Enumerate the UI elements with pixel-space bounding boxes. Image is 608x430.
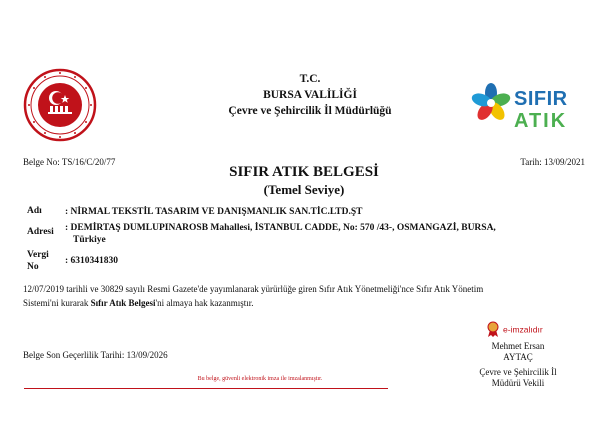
statement-line-2-post: 'ni almaya hak kazanmıştır.: [155, 298, 254, 308]
certificate-statement: [23, 282, 588, 310]
statement-line-2-bold: Sıfır Atık Belgesi: [90, 298, 156, 308]
document-date: Tarih: 13/09/2021: [520, 157, 585, 167]
tax-label-line-2: No: [27, 262, 39, 272]
header-governorship: BURSA VALİLİĞİ: [263, 89, 357, 101]
ministry-seal: [23, 68, 97, 147]
address-label: Adresi: [27, 227, 54, 237]
signatory-title-line-1: Çevre ve Şehircilik İl: [479, 367, 557, 377]
header-directorate: Çevre ve Şehircilik İl Müdürlüğü: [228, 105, 392, 117]
signatory-title-line-2: Müdürü Vekili: [491, 378, 545, 388]
tax-number-label: [27, 249, 49, 273]
document-number: Belge No: TS/16/C/20/77: [23, 157, 116, 167]
header-tc: T.C.: [299, 73, 321, 85]
tax-number-value: : 6310341830: [65, 256, 119, 266]
name-label: Adı: [27, 206, 42, 216]
certificate-title: SIFIR ATIK BELGESİ: [229, 164, 379, 180]
e-signature-label: e-imzalıdır: [503, 324, 543, 335]
logo-text-atik: ATIK: [514, 110, 568, 132]
tax-label-line-1: Vergi: [27, 250, 49, 260]
logo-text-sifir: SIFIR: [514, 88, 568, 110]
footer-divider: [24, 388, 388, 389]
signatory-name: [458, 341, 578, 363]
e-signature-badge: [487, 320, 543, 338]
signatory-title: [458, 367, 578, 389]
validity-date: Belge Son Geçerlilik Tarihi: 13/09/2026: [23, 350, 168, 360]
name-value: : NİRMAL TEKSTİL TASARIM VE DANIŞMANLIK SAN.TİC.LTD.ŞT: [65, 207, 363, 217]
footer-e-signature-note: Bu belge, güvenli elektronik imza ile imzalanmıştır.: [197, 376, 323, 382]
statement-line-2: [23, 296, 588, 310]
address-value: [65, 222, 585, 246]
ribbon-icon: [487, 321, 499, 337]
zero-waste-logo-icon: [470, 82, 512, 129]
statement-line-1: 12/07/2019 tarihli ve 30829 sayılı Resmi Gazete'de yayımlanarak yürürlüğe giren Sıfır Atık Yönetmeliği'nce Sıfır Atık Yönetim: [23, 284, 484, 294]
signatory-name-line-1: Mehmet Ersan: [491, 341, 545, 351]
certificate-level: (Temel Seviye): [263, 182, 345, 197]
statement-line-2-pre: Sistemi'ni kurarak: [23, 298, 91, 308]
signatory-name-line-2: AYTAÇ: [503, 352, 533, 362]
address-line-2: Türkiye: [73, 235, 106, 245]
address-line-1: : DEMİRTAŞ DUMLUPINAROSB Mahallesi, İSTANBUL CADDE, No: 570 /43-, OSMANGAZİ, BURSA,: [65, 223, 496, 233]
